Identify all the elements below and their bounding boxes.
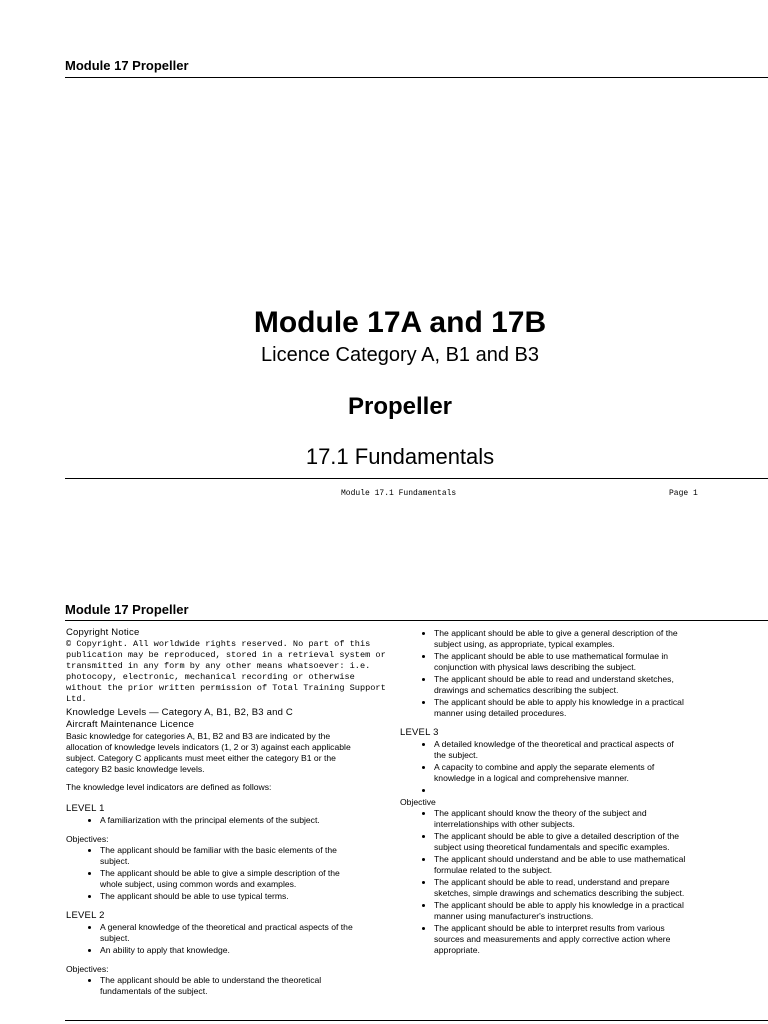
- level1-label: LEVEL 1: [66, 803, 105, 814]
- level1-objectives-label: Objectives:: [66, 834, 109, 844]
- copyright-line: transmitted in any form by any other means whatsoever: i.e.: [66, 661, 371, 671]
- list-item: • A capacity to combine and apply the separate elements of knowledge in a logical and comprehensive manner.: [434, 762, 740, 784]
- level3-objective-label: Objective: [400, 797, 436, 807]
- level2-points: [66, 922, 386, 956]
- copyright-line: publication may be reproduced, stored in a retrieval system or: [66, 650, 386, 660]
- page2-footer-rule: [65, 1020, 768, 1021]
- list-item: • The applicant should be able to use typical terms.: [100, 891, 386, 902]
- list-item: • The applicant should be able to give a simple description of the whole subject, using common words and examples.: [100, 868, 386, 890]
- copyright-text: [66, 639, 386, 705]
- list-item: • The applicant should understand and be able to use mathematical formulae related to the subject.: [434, 854, 740, 876]
- level1-objectives: [66, 845, 386, 902]
- defined-text: The knowledge level indicators are defined as follows:: [66, 782, 272, 792]
- page1-section: 17.1 Fundamentals: [305, 444, 495, 469]
- list-item: • An ability to apply that knowledge.: [100, 945, 386, 956]
- intro-line: subject. Category C applicants must meet either the category B1 or the: [66, 753, 336, 763]
- list-item: [434, 785, 740, 796]
- level1-points: [66, 815, 386, 826]
- level3-objectives: [400, 808, 740, 956]
- page1-footer-left: Module 17.1 Fundamentals: [341, 489, 457, 498]
- intro-line: allocation of knowledge levels indicators (1, 2 or 3) against each applicable: [66, 742, 351, 752]
- page2-header: Module 17 Propeller: [65, 602, 189, 617]
- level2-label: LEVEL 2: [66, 910, 105, 921]
- intro-line: Basic knowledge for categories A, B1, B2 and B3 are indicated by the: [66, 731, 331, 741]
- list-item: • The applicant should be able to apply his knowledge in a practical manner using detailed procedures.: [434, 697, 740, 719]
- list-item: • The applicant should be able to use mathematical formulae in conjunction with physical laws describing the subject.: [434, 651, 740, 673]
- copyright-line: Ltd.: [66, 694, 87, 704]
- list-item: • The applicant should be able to understand the theoretical fundamentals of the subject.: [100, 975, 386, 997]
- copyright-line: without the prior written permission of Total Training Support: [66, 683, 386, 693]
- level2-objectives-label: Objectives:: [66, 964, 109, 974]
- page1-footer-right: Page 1: [669, 489, 698, 498]
- list-item: • The applicant should be able to read and understand sketches, drawings and schematics describing the subject.: [434, 674, 740, 696]
- level3-label: LEVEL 3: [400, 727, 439, 738]
- intro-text: [66, 731, 386, 775]
- page1-header: Module 17 Propeller: [65, 58, 189, 73]
- level3-points: [400, 739, 740, 796]
- list-item: • The applicant should be able to read, understand and prepare sketches, simple drawings and schematics describing the subject.: [434, 877, 740, 899]
- page1-topic: Propeller: [347, 393, 453, 420]
- copyright-line: photocopy, electronic, mechanical recording or otherwise: [66, 672, 355, 682]
- page1-footer-rule: [65, 478, 768, 479]
- list-item: • The applicant should know the theory of the subject and interrelationships with other subjects.: [434, 808, 740, 830]
- page2-left-column: [66, 627, 386, 998]
- knowledge-heading: Knowledge Levels — Category A, B1, B2, B3 and C: [66, 707, 293, 718]
- level2-more-objectives: [400, 628, 740, 719]
- intro-line: category B2 basic knowledge levels.: [66, 764, 205, 774]
- list-item: • A familiarization with the principal elements of the subject.: [100, 815, 386, 826]
- page2-right-column: [400, 628, 740, 957]
- list-item: • The applicant should be able to give a general description of the subject using, as appropriate, typical examples.: [434, 628, 740, 650]
- list-item: • The applicant should be able to interpret results from various sources and measurements and apply corrective action where appropriate.: [434, 923, 740, 956]
- list-item: • The applicant should be able to apply his knowledge in a practical manner using manufacturer's instructions.: [434, 900, 740, 922]
- list-item: • The applicant should be able to give a detailed description of the subject using theoretical fundamentals and specific examples.: [434, 831, 740, 853]
- page1-header-rule: [65, 77, 768, 78]
- page1-subtitle: Licence Category A, B1 and B3: [261, 344, 539, 366]
- list-item: • A detailed knowledge of the theoretical and practical aspects of the subject.: [434, 739, 740, 761]
- page2-header-rule: [65, 620, 768, 621]
- page1-title: Module 17A and 17B: [253, 306, 547, 339]
- level2-objectives: [66, 975, 386, 997]
- copyright-line: © Copyright. All worldwide rights reserved. No part of this: [66, 639, 371, 649]
- list-item: • The applicant should be familiar with the basic elements of the subject.: [100, 845, 386, 867]
- licence-heading: Aircraft Maintenance Licence: [66, 719, 195, 730]
- list-item: • A general knowledge of the theoretical and practical aspects of the subject.: [100, 922, 386, 944]
- copyright-heading: Copyright Notice: [66, 627, 140, 638]
